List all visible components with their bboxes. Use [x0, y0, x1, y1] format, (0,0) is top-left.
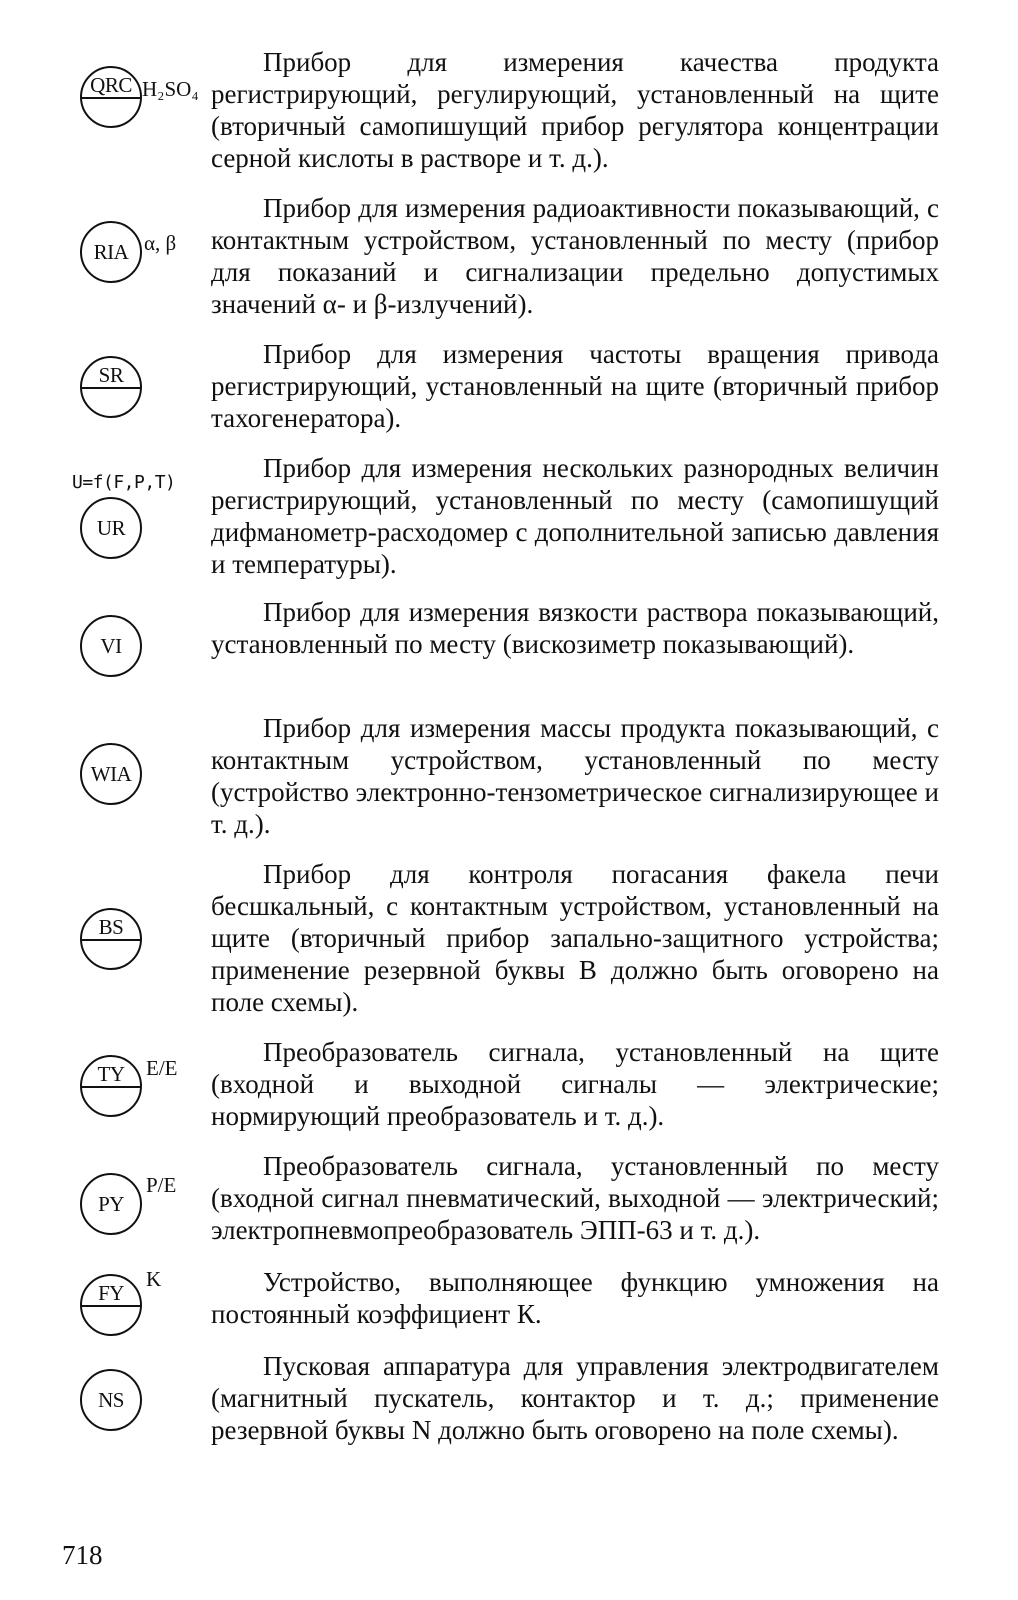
symbol-code: VI — [100, 634, 122, 658]
panel-line — [82, 387, 140, 389]
panel-line — [82, 97, 140, 99]
entry-description: Прибор для измерения нескольких разнородных величин регистрирующий, установленный по месту (самопишущий дифманометр-расходомер с дополнительной записью давления и температуры). — [211, 453, 939, 579]
symbol-function-label: U=f(F,P,T) — [72, 472, 176, 493]
entry-description: Прибор для измерения массы продукта показывающий, с контактным устройством, установленный по месту (устройство электронно-тензометрическое сигнализирующее и т. д.). — [211, 713, 939, 839]
symbol-code: NS — [98, 1388, 124, 1412]
symbol-code: RIA — [93, 240, 129, 264]
entry-description: Прибор для измерения частоты вращения привода регистрирующий, установленный на щите (вторичный прибор тахогенератора). — [211, 339, 939, 433]
symbol-superscript: α, β — [144, 231, 177, 255]
entry-description: Пусковая аппаратура для управления электродвигателем (магнитный пускатель, контактор и т. д.; применение резервной буквы N должно быть оговорено на поле схемы). — [211, 1351, 939, 1445]
entry-description: Прибор для измерения качества продукта регистрирующий, регулирующий, установленный на щите (вторичный самопишущий прибор регулятора концентрации серной кислоты в растворе и т. д.). — [211, 47, 939, 173]
panel-line — [82, 1086, 140, 1088]
instrument-symbol-bs — [80, 908, 142, 970]
instrument-symbol-wia — [80, 743, 142, 805]
page-number: 718 — [62, 1540, 103, 1570]
symbol-code: SR — [98, 363, 124, 387]
instrument-symbol-ns — [80, 1369, 142, 1431]
instrument-symbol-qrc — [80, 66, 142, 128]
entry-description: Преобразователь сигнала, установленный по месту (входной сигнал пневматический, выходной — электрический; электропневмопреобразователь ЭПП-63 и т. д.). — [211, 1151, 939, 1245]
instrument-symbol-fy — [80, 1274, 142, 1336]
symbol-superscript: P/E — [146, 1173, 177, 1197]
instrument-symbol-ria — [80, 221, 142, 283]
instrument-symbol-ty — [80, 1055, 142, 1117]
entry-description: Устройство, выполняющее функцию умножения на постоянный коэффициент К. — [211, 1267, 939, 1329]
symbol-superscript: H₂SO₄ — [142, 77, 199, 101]
instrument-symbol-vi — [80, 615, 142, 677]
instrument-symbol-ur — [80, 497, 142, 559]
symbol-code: FY — [98, 1281, 124, 1305]
entry-description: Прибор для контроля погасания факела печи бесшкальный, с контактным устройством, установленный на щите (вторичный прибор запально-защитного устройства; применение резервной буквы B должно быть оговорено на поле схемы). — [211, 859, 939, 1017]
symbol-code: BS — [98, 915, 124, 939]
panel-line — [82, 1305, 140, 1307]
symbol-code: UR — [96, 516, 126, 540]
instrument-symbol-py — [80, 1173, 142, 1235]
symbol-code: WIA — [90, 762, 132, 786]
symbol-code: PY — [98, 1192, 124, 1216]
symbol-superscript: E/E — [146, 1056, 178, 1080]
entry-description: Прибор для измерения вязкости раствора показывающий, установленный по месту (вискозиметр показывающий). — [211, 597, 939, 659]
entry-description: Преобразователь сигнала, установленный на щите (входной и выходной сигналы — электрические; нормирующий преобразователь и т. д.). — [211, 1037, 939, 1131]
symbol-code: TY — [97, 1062, 125, 1086]
panel-line — [82, 939, 140, 941]
entry-description: Прибор для измерения радиоактивности показывающий, с контактным устройством, установленный по месту (прибор для показаний и сигнализации предельно допустимых значений α- и β-излучений). — [211, 193, 939, 319]
symbol-code: QRC — [90, 73, 132, 97]
symbol-superscript: K — [146, 1267, 162, 1291]
instrument-symbol-sr — [80, 356, 142, 418]
